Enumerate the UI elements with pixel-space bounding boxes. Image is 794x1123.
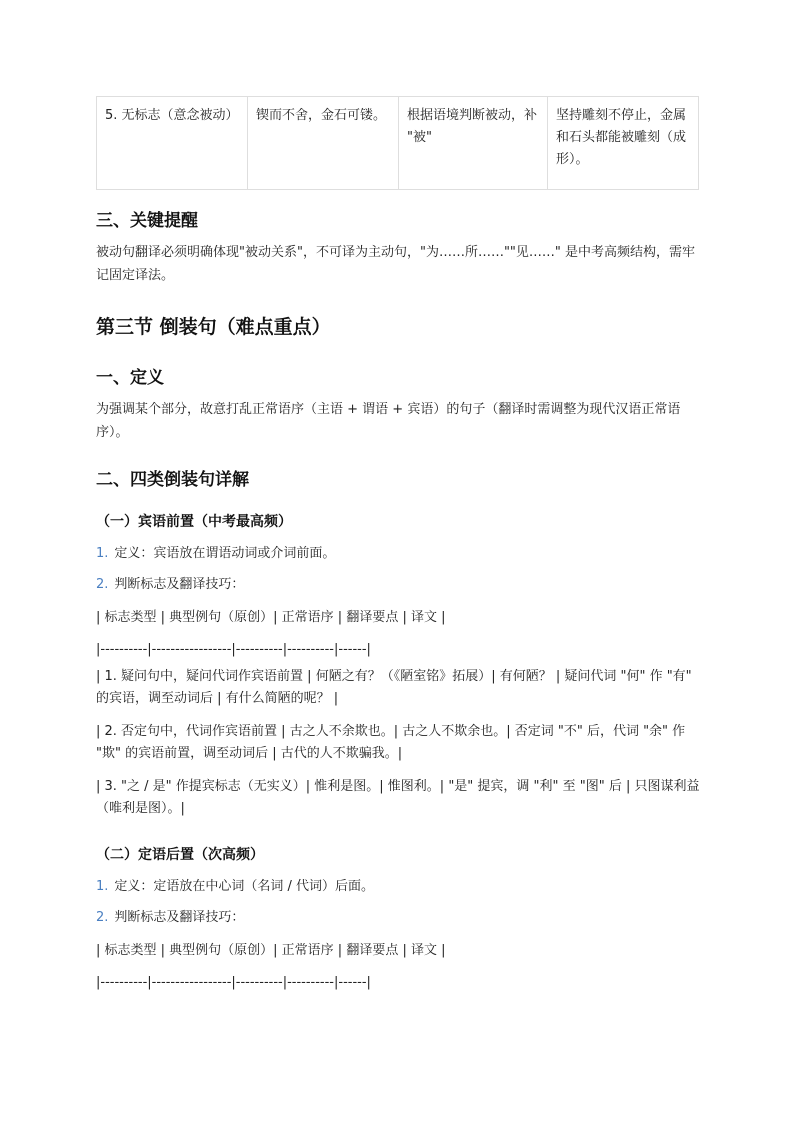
chapter-title: 第三节 倒装句（难点重点） bbox=[96, 316, 331, 338]
list-text: 定义：定语放在中心词（名词 / 代词）后面。 bbox=[114, 879, 375, 894]
markdown-table-row: | 1. 疑问句中，疑问代词作宾语前置 | 何陋之有？（《陋室铭》拓展）| 有何陋？ | 疑问代词 "何" 作 "有" 的宾语，调至动词后 | 有什么简陋的呢？ | bbox=[96, 669, 692, 706]
subsection-heading-attributive-postposed: （二）定语后置（次高频） bbox=[96, 847, 264, 863]
list-item bbox=[96, 544, 700, 564]
table-cell-translation: 坚持雕刻不停止，金属和石头都能被雕刻（成形）。 bbox=[548, 97, 699, 190]
list-item bbox=[96, 877, 700, 897]
subsection-heading-object-preposed: （一）宾语前置（中考最高频） bbox=[96, 514, 292, 530]
markdown-table-row: | 2. 否定句中，代词作宾语前置 | 古之人不余欺也。| 古之人不欺余也。| 否定词 "不" 后，代词 "余" 作 "欺" 的宾语前置，调至动词后 | 古代的人不欺骗我。| bbox=[96, 724, 686, 761]
list-number: 1. bbox=[96, 879, 109, 894]
table-row bbox=[97, 97, 699, 190]
section-heading-types: 二、四类倒装句详解 bbox=[96, 470, 249, 490]
table-cell-example: 锲而不舍，金石可镂。 bbox=[248, 97, 399, 190]
list-text: 定义：宾语放在谓语动词或介词前面。 bbox=[114, 546, 336, 561]
list-text: 判断标志及翻译技巧： bbox=[114, 577, 245, 592]
markdown-table-row: | 3. "之 / 是" 作提宾标志（无实义）| 惟利是图。| 惟图利。| "是" 提宾，调 "利" 至 "图" 后 | 只图谋利益（唯利是图）。| bbox=[96, 779, 700, 816]
list-number: 2. bbox=[96, 910, 109, 925]
markdown-table-separator-row: |----------|-----------------|----------|----------|------| bbox=[96, 975, 371, 990]
list-item bbox=[96, 575, 700, 595]
section-heading-tips: 三、关键提醒 bbox=[96, 211, 198, 231]
markdown-table-header-row: | 标志类型 | 典型例句（原创）| 正常语序 | 翻译要点 | 译文 | bbox=[96, 943, 446, 958]
markdown-table-header-row: | 标志类型 | 典型例句（原创）| 正常语序 | 翻译要点 | 译文 | bbox=[96, 610, 446, 625]
list-text: 判断标志及翻译技巧： bbox=[114, 910, 245, 925]
markdown-table-separator-row: |----------|-----------------|----------|----------|------| bbox=[96, 642, 371, 657]
table-cell-tip: 根据语境判断被动，补 "被" bbox=[399, 97, 548, 190]
list-item bbox=[96, 908, 700, 928]
definition-paragraph: 为强调某个部分，故意打乱正常语序（主语 + 谓语 + 宾语）的句子（翻译时需调整为现代汉语正常语序）。 bbox=[96, 402, 681, 440]
section-heading-definition: 一、定义 bbox=[96, 368, 164, 388]
tips-paragraph: 被动句翻译必须明确体现"被动关系"，不可译为主动句，"为……所……""见……" 是中考高频结构，需牢记固定译法。 bbox=[96, 245, 696, 283]
list-number: 2. bbox=[96, 577, 109, 592]
list-number: 1. bbox=[96, 546, 109, 561]
passive-voice-table bbox=[96, 96, 699, 190]
table-cell-marker-type: 5. 无标志（意念被动） bbox=[97, 97, 248, 190]
